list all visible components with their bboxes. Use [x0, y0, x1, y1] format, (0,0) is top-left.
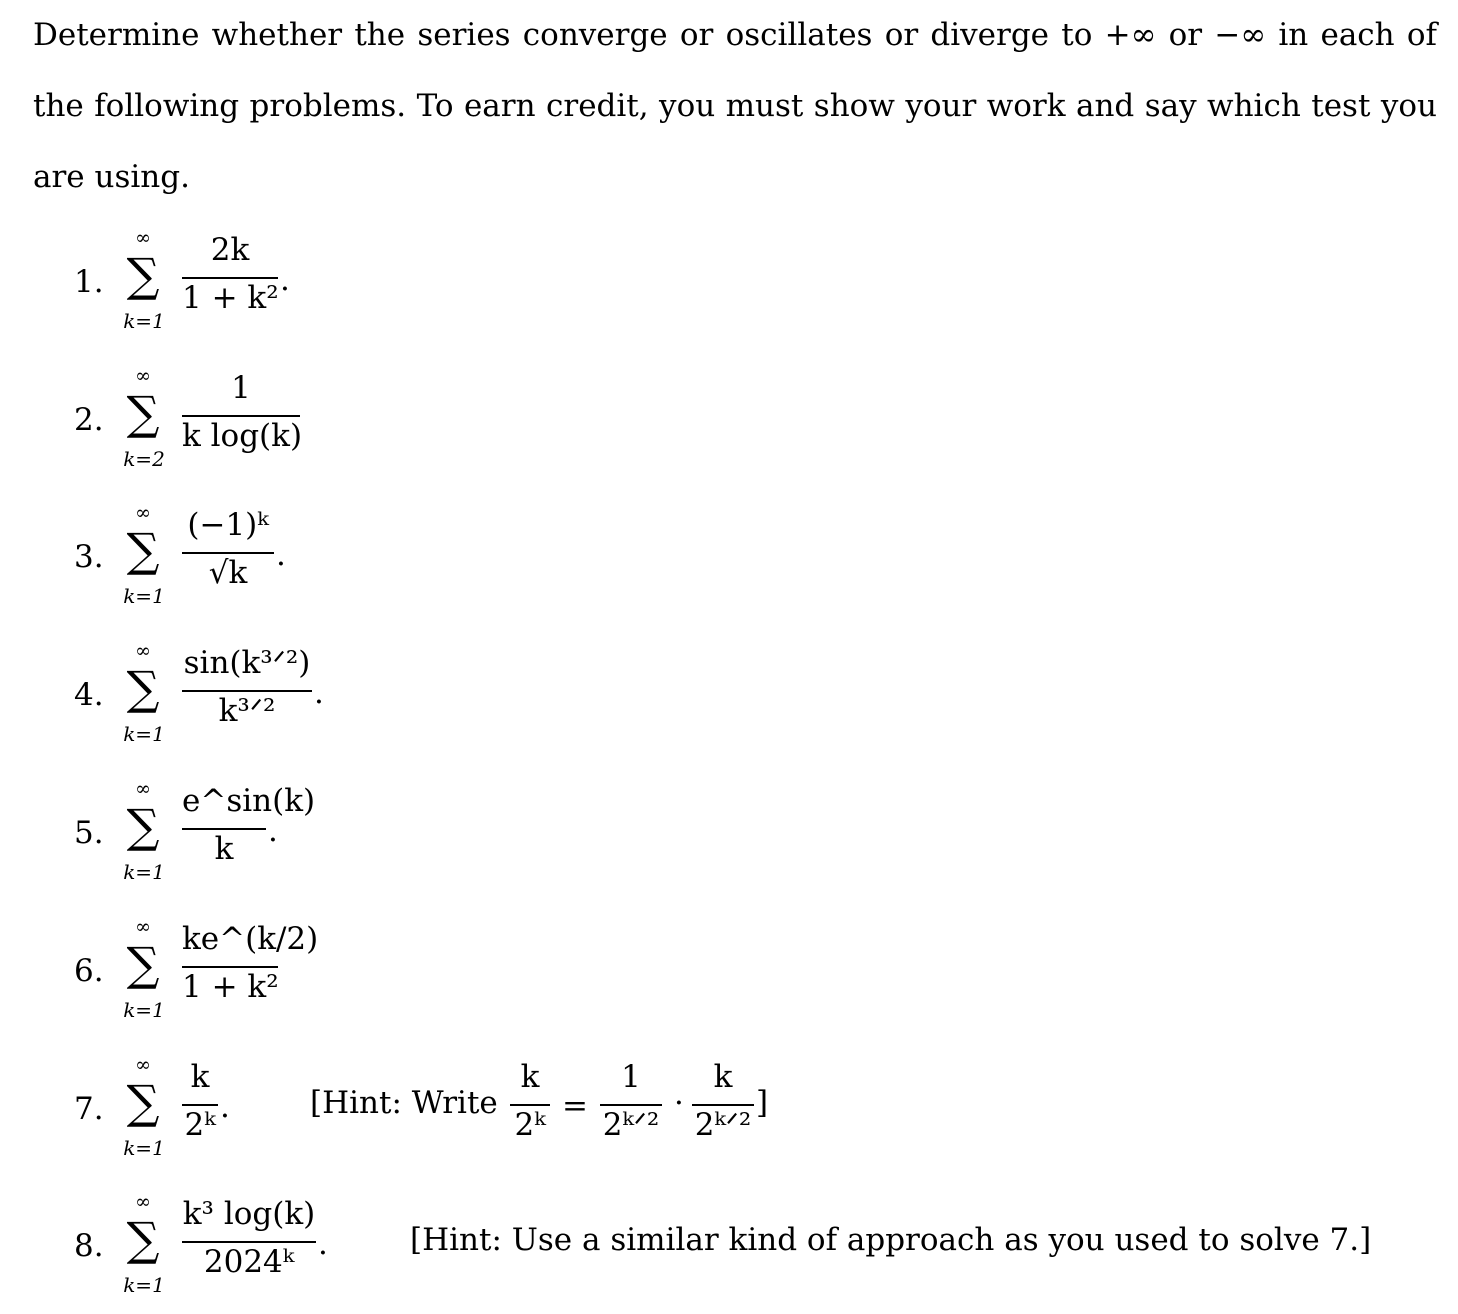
hint-8: [Hint: Use a similar kind of approach as you used to solve 7.]	[410, 1222, 1372, 1258]
sigma-notation	[118, 917, 174, 1027]
fraction	[182, 503, 274, 613]
terminal-period: .	[276, 537, 286, 573]
problem-1	[74, 228, 1434, 338]
numerator: k	[713, 1059, 733, 1095]
fraction	[182, 228, 278, 338]
problem-5	[74, 779, 1434, 889]
hint-lhs-fraction	[510, 1055, 550, 1165]
denominator: √k	[208, 555, 248, 591]
fraction	[182, 1055, 218, 1165]
denominator: 2ᵏᐟ²	[602, 1107, 660, 1143]
numerator: 1	[621, 1059, 641, 1095]
fraction-bar	[182, 415, 300, 417]
numerator: k	[190, 1059, 210, 1095]
fraction	[182, 641, 312, 751]
problem-number: 8.	[74, 1228, 104, 1264]
problem-8	[74, 1192, 1434, 1302]
numerator: 1	[231, 370, 251, 406]
lower-limit: k=2	[123, 447, 165, 471]
upper-limit: ∞	[135, 502, 151, 524]
denominator: 2ᵏ	[514, 1107, 546, 1143]
problem-number: 4.	[74, 677, 104, 713]
problem-number: 6.	[74, 953, 104, 989]
problem-number: 2.	[74, 402, 104, 438]
lower-limit: k=1	[123, 722, 165, 746]
fraction	[182, 917, 319, 1027]
denominator: 2024ᵏ	[203, 1244, 295, 1280]
upper-limit: ∞	[135, 365, 151, 387]
denominator: 1 + k²	[182, 280, 279, 316]
upper-limit: ∞	[135, 640, 151, 662]
problem-7	[74, 1055, 1434, 1165]
terminal-period: .	[314, 675, 324, 711]
numerator: sin(k³ᐟ²)	[183, 645, 311, 681]
instructions-text: Determine whether the series converge or oscillates or diverge to +∞ or −∞ in each of the following problems. To earn credit, you must show your work and say which test you are using.	[33, 17, 1437, 195]
lower-limit: k=1	[123, 998, 165, 1022]
numerator: ke^(k/2)	[182, 921, 319, 957]
fraction-bar	[182, 277, 278, 279]
sigma-notation	[118, 1055, 174, 1165]
problem-number: 5.	[74, 815, 104, 851]
sigma-icon: ∑	[126, 937, 160, 991]
fraction-bar	[182, 690, 312, 692]
sigma-icon: ∑	[126, 386, 160, 440]
fraction	[182, 366, 303, 476]
numerator: (−1)ᵏ	[187, 507, 269, 543]
upper-limit: ∞	[135, 1191, 151, 1213]
denominator: k	[214, 831, 234, 867]
denominator: 2ᵏ	[184, 1107, 216, 1143]
problem-4	[74, 641, 1434, 751]
fraction-bar	[182, 552, 274, 554]
fraction-bar	[182, 966, 278, 968]
upper-limit: ∞	[135, 916, 151, 938]
sigma-notation	[118, 366, 174, 476]
hint-factor-2	[692, 1055, 754, 1165]
problem-number: 7.	[74, 1091, 104, 1127]
fraction-bar	[182, 1241, 316, 1243]
fraction	[182, 779, 316, 889]
multiply-dot: ·	[674, 1085, 684, 1121]
terminal-period: .	[318, 1226, 328, 1262]
lower-limit: k=1	[123, 309, 165, 333]
numerator: k³ log(k)	[182, 1196, 316, 1232]
hint-factor-1	[600, 1055, 662, 1165]
numerator: k	[520, 1059, 540, 1095]
fraction-bar	[692, 1104, 754, 1106]
denominator: 1 + k²	[182, 969, 279, 1005]
denominator: 2ᵏᐟ²	[694, 1107, 752, 1143]
sigma-notation	[118, 1192, 174, 1302]
equals-sign: =	[562, 1088, 588, 1124]
sigma-icon: ∑	[126, 661, 160, 715]
fraction-bar	[182, 1104, 218, 1106]
sigma-icon: ∑	[126, 523, 160, 577]
terminal-period: .	[268, 813, 278, 849]
problem-3	[74, 503, 1434, 613]
upper-limit: ∞	[135, 227, 151, 249]
sigma-icon: ∑	[126, 1075, 160, 1129]
fraction-bar	[182, 828, 266, 830]
hint-prefix: [Hint: Write	[310, 1085, 498, 1121]
sigma-icon: ∑	[126, 248, 160, 302]
problem-number: 3.	[74, 539, 104, 575]
problem-number: 1.	[74, 264, 104, 300]
hint-7	[310, 1055, 810, 1165]
fraction-bar	[600, 1104, 662, 1106]
numerator: e^sin(k)	[182, 783, 316, 819]
problem-6	[74, 917, 1434, 1027]
sigma-notation	[118, 228, 174, 338]
fraction-bar	[510, 1104, 550, 1106]
denominator: k³ᐟ²	[218, 693, 276, 729]
lower-limit: k=1	[123, 584, 165, 608]
sigma-notation	[118, 779, 174, 889]
lower-limit: k=1	[123, 1273, 165, 1297]
terminal-period: .	[220, 1089, 230, 1125]
sigma-icon: ∑	[126, 1212, 160, 1266]
upper-limit: ∞	[135, 1054, 151, 1076]
sigma-icon: ∑	[126, 799, 160, 853]
hint-suffix: ]	[756, 1085, 769, 1121]
lower-limit: k=1	[123, 860, 165, 884]
problem-2	[74, 366, 1434, 476]
numerator: 2k	[210, 232, 250, 268]
upper-limit: ∞	[135, 778, 151, 800]
sigma-notation	[118, 503, 174, 613]
terminal-period: .	[280, 262, 290, 298]
lower-limit: k=1	[123, 1136, 165, 1160]
fraction	[182, 1192, 316, 1302]
denominator: k log(k)	[182, 418, 303, 454]
sigma-notation	[118, 641, 174, 751]
